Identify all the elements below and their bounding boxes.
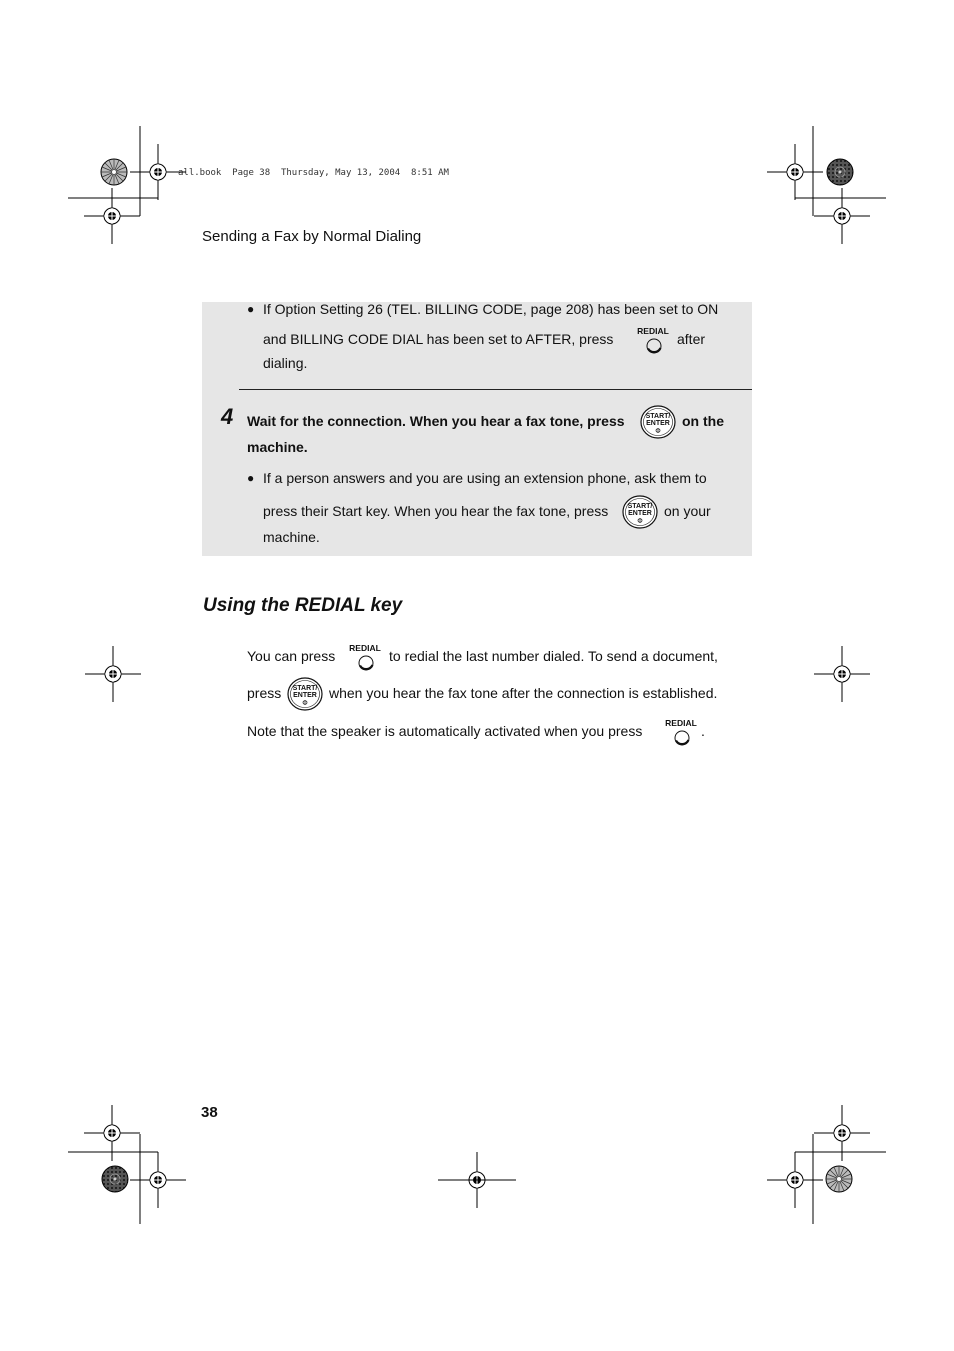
- section-line2-after: when you hear the fax tone after the connection is established.: [329, 685, 718, 701]
- bullet2-line1: If a person answers and you are using an extension phone, ask them to: [263, 470, 707, 486]
- bullet1-line2-before: and BILLING CODE DIAL has been set to AFTER, press: [263, 331, 614, 347]
- step-line1-after: on the: [682, 413, 724, 429]
- step-line2: machine.: [247, 439, 308, 455]
- start-key-label-bottom: ENTER: [646, 420, 670, 427]
- redial-key-label: REDIAL: [637, 326, 669, 336]
- crosshair-registration-icon: [130, 144, 186, 200]
- crosshair-registration-icon: [84, 1105, 140, 1161]
- start-key-symbol: Φ: [302, 699, 308, 707]
- bullet1-line2-after: after: [677, 331, 706, 347]
- start-key-symbol: Φ: [637, 517, 643, 525]
- start-key-label-top: START/: [645, 413, 671, 420]
- crosshair-registration-icon: [767, 1152, 823, 1208]
- section-line1-before: You can press: [247, 648, 336, 664]
- bullet2-line2-before: press their Start key. When you hear the fax tone, press: [263, 503, 609, 519]
- page-number: 38: [201, 1104, 218, 1121]
- crosshair-registration-icon: [814, 646, 870, 702]
- section-title: Using the REDIAL key: [203, 595, 403, 616]
- section-line3-after: .: [701, 723, 705, 739]
- crosshair-registration-icon: [814, 1105, 870, 1161]
- start-key-label-bottom: ENTER: [293, 692, 317, 699]
- redial-key-label: REDIAL: [349, 643, 381, 653]
- redial-key-label: REDIAL: [665, 718, 697, 728]
- running-head: Sending a Fax by Normal Dialing: [202, 228, 422, 245]
- color-calibration-wheel-icon: [826, 1166, 852, 1192]
- bullet2-line3: machine.: [263, 529, 320, 545]
- print-info-line: all.book Page 38 Thursday, May 13, 2004 8:51 AM: [178, 168, 449, 178]
- crosshair-registration-icon: [130, 1152, 186, 1208]
- section-line1-after: to redial the last number dialed. To send a document,: [389, 648, 718, 664]
- bullet1-line3: dialing.: [263, 355, 308, 371]
- section-line3-before: Note that the speaker is automatically activated when you press: [247, 723, 643, 739]
- color-calibration-wheel-icon: [827, 159, 853, 185]
- crosshair-registration-icon: [767, 144, 823, 200]
- color-calibration-wheel-icon: [101, 159, 127, 185]
- start-key-label-bottom: ENTER: [628, 510, 652, 517]
- section-line2-before: press: [247, 685, 282, 701]
- start-key-label-top: START/: [292, 685, 318, 692]
- step-line1-before: Wait for the connection. When you hear a fax tone, press: [247, 413, 625, 429]
- bullet-dot: ●: [247, 302, 255, 316]
- crosshair-registration-icon: [85, 646, 141, 702]
- crosshair-registration-icon: [814, 188, 870, 244]
- start-key-symbol: Φ: [655, 427, 661, 435]
- bullet1-line1: If Option Setting 26 (TEL. BILLING CODE, page 208) has been set to ON: [263, 301, 719, 317]
- color-calibration-wheel-icon: [102, 1166, 128, 1192]
- step-number: 4: [221, 404, 234, 429]
- crosshair-registration-icon: [84, 188, 140, 244]
- bullet2-line2-after: on your: [664, 503, 711, 519]
- start-key-label-top: START/: [627, 503, 653, 510]
- bullet-dot: ●: [247, 471, 255, 485]
